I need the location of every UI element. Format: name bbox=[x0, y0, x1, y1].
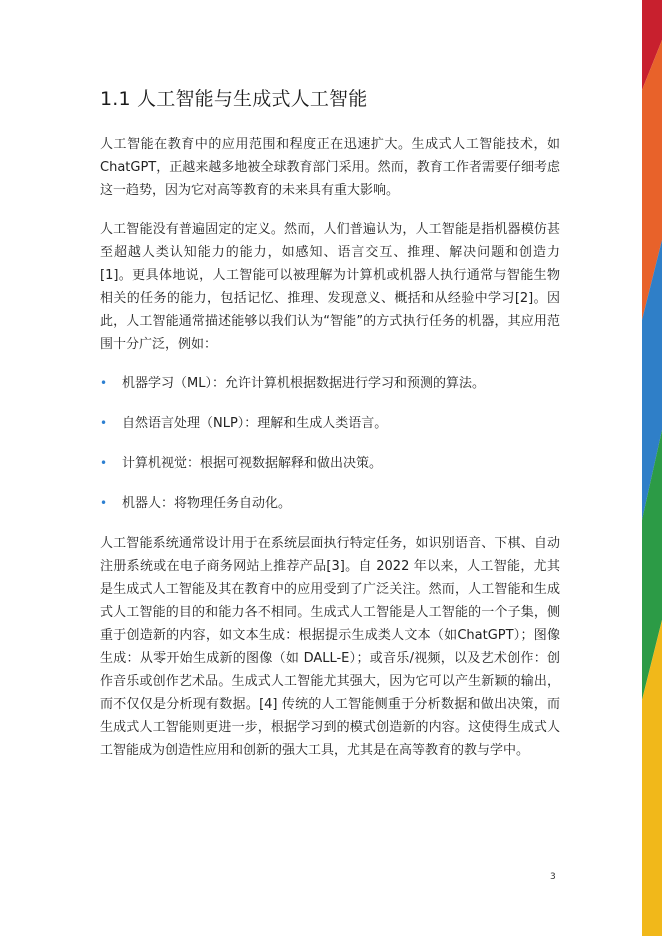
section-heading: 1.1 人工智能与生成式人工智能 bbox=[100, 88, 368, 110]
list-item-text: 机器学习（ML）：允许计算机根据数据进行学习和预测的算法。 bbox=[122, 376, 485, 391]
generative-ai-paragraph: 人工智能系统通常设计用于在系统层面执行特定任务，如识别语音、下棋、自动注册系统或在电子商务网站上推荐产品[3]。自 2022 年以来，人工智能，尤其是生成式人工智能及其在教育中的应用受到了广泛关注。然而，人工智能和生成式人工智能的目的和能力各不相同。生成式人工智能是人工智能的一个子集，侧重于创造新的内容，如文本生成：根据提示生成类人文本（如ChatGPT）；图像生成：从零开始生成新的图像（如 DALL-E）；或音乐/视频，以及艺术创作：创作音乐或创作艺术品。生成式人工智能尤其强大，因为它可以产生新颖的输出，而不仅仅是分析现有数据。[4] 传统的人工智能侧重于分析数据和做出决策，而生成式人工智能则更进一步，根据学习到的模式创造新的内容。这使得生成式人工智能成为创造性应用和创新的强大工具，尤其是在高等教育的教与学中。 bbox=[100, 536, 560, 758]
list-item-text: 计算机视觉：根据可视数据解释和做出决策。 bbox=[122, 456, 383, 471]
main-content bbox=[100, 84, 560, 778]
list-item bbox=[100, 492, 560, 515]
list-item bbox=[100, 452, 560, 475]
bullet-icon: • bbox=[100, 456, 108, 470]
intro-paragraph: 人工智能在教育中的应用范围和程度正在迅速扩大。生成式人工智能技术，如ChatGPT，正越来越多地被全球教育部门采用。然而，教育工作者需要仔细考虑这一趋势，因为它对高等教育的未来具有重大影响。 bbox=[100, 137, 560, 198]
list-item bbox=[100, 412, 560, 435]
definition-paragraph: 人工智能没有普遍固定的定义。然而，人们普遍认为，人工智能是指机器模仿甚至超越人类认知能力的能力，如感知、语言交互、推理、解决问题和创造力[1]。更具体地说，人工智能可以被理解为计算机或机器人执行通常与智能生物相关的任务的能力，包括记忆、推理、发现意义、概括和从经验中学习[2]。因此，人工智能通常描述能够以我们认为“智能”的方式执行任务的机器，其应用范围十分广泛，例如： bbox=[100, 222, 560, 352]
list-item-text: 机器人：将物理任务自动化。 bbox=[122, 496, 292, 511]
list-item-text: 自然语言处理（NLP）：理解和生成人类语言。 bbox=[122, 416, 388, 431]
bullet-icon: • bbox=[100, 416, 108, 430]
ai-applications-list bbox=[100, 372, 560, 515]
bullet-icon: • bbox=[100, 496, 108, 510]
decorative-color-stripe bbox=[642, 0, 662, 936]
page-number: 3 bbox=[550, 872, 556, 882]
bullet-icon: • bbox=[100, 376, 108, 390]
list-item bbox=[100, 372, 560, 395]
